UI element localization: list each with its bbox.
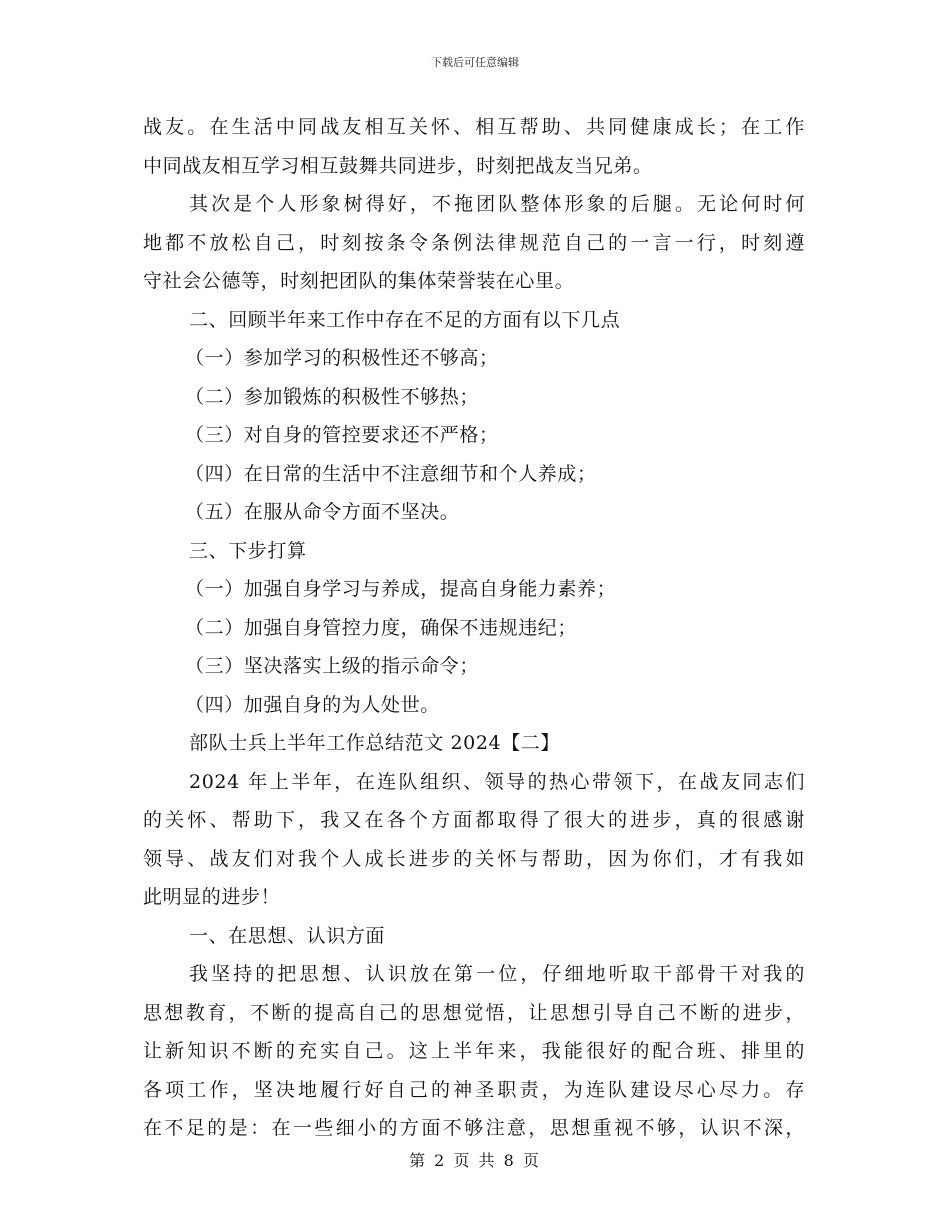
article-title: 部队士兵上半年工作总结范文 2024【二】: [189, 732, 560, 754]
text-line: 战友。在生活中同战友相互关怀、相互帮助、共同健康成长；在工作: [143, 116, 805, 138]
text-line: 的关怀、帮助下，我又在各个方面都取得了很大的进步，真的很感谢: [143, 809, 805, 831]
text-line: 在不足的是：在一些细小的方面不够注意，思想重视不够，认识不深，: [143, 1117, 805, 1139]
text-line: 思想教育，不断的提高自己的思想觉悟，让思想引导自己不断的进步，: [143, 1001, 805, 1024]
list-item: （四）加强自身的为人处世。: [185, 693, 440, 716]
list-item: （一）参加学习的积极性还不够高；: [185, 347, 499, 369]
text-line: 此明显的进步！: [143, 886, 281, 908]
text-line: 2024 年上半年，在连队组织、领导的热心带领下，在战友同志们: [189, 770, 805, 793]
text-line: 守社会公德等，时刻把团队的集体荣誉装在心里。: [143, 270, 575, 292]
section-heading: 二、回顾半年来工作中存在不足的方面有以下几点: [189, 308, 621, 331]
list-item: （三）对自身的管控要求还不严格；: [185, 424, 499, 446]
text-line: 领导、战友们对我个人成长进步的关怀与帮助，因为你们，才有我如: [143, 847, 805, 870]
list-item: （五）在服从命令方面不坚决。: [185, 501, 460, 523]
text-line: 让新知识不断的充实自己。这上半年来，我能很好的配合班、排里的: [143, 1040, 805, 1062]
list-item: （一）加强自身学习与养成，提高自身能力素养；: [185, 578, 617, 600]
text-line: 其次是个人形象树得好，不拖团队整体形象的后腿。无论何时何: [189, 193, 805, 215]
page-header: 下载后可任意编辑: [431, 56, 519, 69]
section-heading: 三、下步打算: [189, 539, 307, 562]
page-number: 第 2 页 共 8 页: [409, 1151, 541, 1170]
section-heading: 一、在思想、认识方面: [189, 924, 386, 947]
list-item: （二）参加锻炼的积极性不够热；: [185, 385, 480, 408]
text-line: 我坚持的把思想、认识放在第一位，仔细地听取干部骨干对我的: [189, 963, 805, 985]
list-item: （三）坚决落实上级的指示命令；: [185, 655, 480, 677]
document-body: [143, 108, 805, 1148]
list-item: （二）加强自身管控力度，确保不违规违纪；: [185, 616, 578, 639]
text-line: 中同战友相互学习相互鼓舞共同进步，时刻把战友当兄弟。: [143, 154, 653, 177]
text-line: 地都不放松自己，时刻按条令条例法律规范自己的一言一行，时刻遵: [143, 231, 805, 254]
list-item: （四）在日常的生活中不注意细节和个人养成；: [185, 462, 597, 485]
text-line: 各项工作，坚决地履行好自己的神圣职责，为连队建设尽心尽力。存: [143, 1078, 805, 1101]
